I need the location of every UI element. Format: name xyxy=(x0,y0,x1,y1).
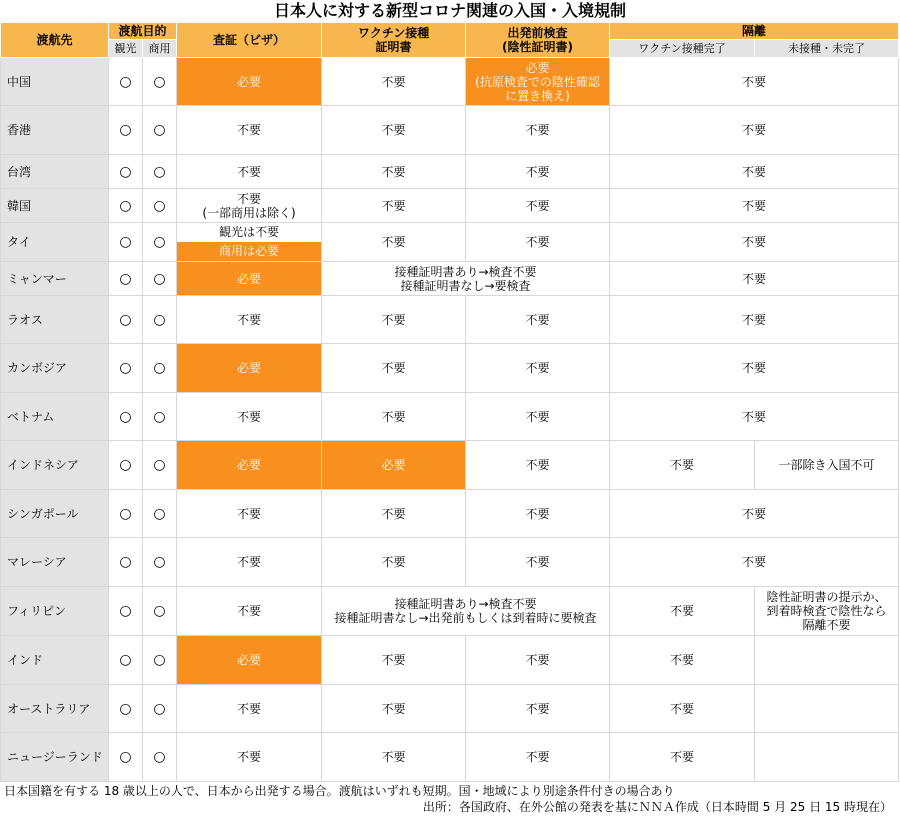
header-vaccine-cert: ワクチン接種 証明書 xyxy=(322,23,466,58)
tourism-mark: ○ xyxy=(109,538,143,587)
tourism-mark: ○ xyxy=(109,223,143,262)
visa-cell: 必要 xyxy=(177,441,322,490)
footer-note: 日本国籍を有する 18 歳以上の人で、日本から出発する場合。渡航はいずれも短期。国・地域により別途条件付きの場合あり xyxy=(4,784,675,798)
header-predeparture-test: 出発前検査 (陰性証明書) xyxy=(466,23,610,58)
predeparture-test-cell: 不要 xyxy=(466,393,610,441)
tourism-mark: ○ xyxy=(109,636,143,685)
quarantine-unvaccinated-cell xyxy=(755,733,899,782)
header-destination: 渡航先 xyxy=(1,23,109,58)
visa-cell: 不要 xyxy=(177,296,322,344)
business-mark: ○ xyxy=(143,733,177,782)
business-mark: ○ xyxy=(143,58,177,106)
table-row xyxy=(1,344,899,393)
vaccine-cert-cell: 不要 xyxy=(322,685,466,733)
tourism-mark: ○ xyxy=(109,189,143,223)
visa-cell: 必要 xyxy=(177,262,322,296)
quarantine-cell: 不要 xyxy=(610,155,899,189)
header-quarantine-unvaccinated: 未接種・未完了 xyxy=(755,40,899,58)
header-quarantine-vaccinated: ワクチン接種完了 xyxy=(610,40,755,58)
country-cell: フィリピン xyxy=(1,587,109,636)
predeparture-test-cell: 不要 xyxy=(466,636,610,685)
table-row xyxy=(1,393,899,441)
visa-tourism-text: 観光は不要 xyxy=(219,225,280,239)
table-row xyxy=(1,441,899,490)
predeparture-test-cell: 不要 xyxy=(466,106,610,155)
header-tourism: 観光 xyxy=(109,40,143,58)
quarantine-cell: 不要 xyxy=(610,296,899,344)
table-row xyxy=(1,538,899,587)
country-cell: 台湾 xyxy=(1,155,109,189)
business-mark: ○ xyxy=(143,106,177,155)
quarantine-vaccinated-cell: 不要 xyxy=(610,587,755,636)
country-cell: ラオス xyxy=(1,296,109,344)
visa-cell: 不要 xyxy=(177,393,322,441)
visa-cell: 不要 xyxy=(177,685,322,733)
visa-cell xyxy=(177,223,322,262)
quarantine-vaccinated-cell: 不要 xyxy=(610,636,755,685)
vaccine-cert-cell: 不要 xyxy=(322,344,466,393)
visa-cell: 不要 xyxy=(177,587,322,636)
predeparture-test-cell: 不要 xyxy=(466,223,610,262)
vaccine-cert-cell: 不要 xyxy=(322,636,466,685)
business-mark: ○ xyxy=(143,441,177,490)
business-mark: ○ xyxy=(143,636,177,685)
tourism-mark: ○ xyxy=(109,490,143,538)
quarantine-cell: 不要 xyxy=(610,490,899,538)
tourism-mark: ○ xyxy=(109,685,143,733)
quarantine-cell: 不要 xyxy=(610,189,899,223)
predeparture-test-cell: 不要 xyxy=(466,733,610,782)
country-cell: ニュージーランド xyxy=(1,733,109,782)
quarantine-unvaccinated-cell xyxy=(755,636,899,685)
table-row xyxy=(1,490,899,538)
tourism-mark: ○ xyxy=(109,733,143,782)
vaccine-cert-cell: 不要 xyxy=(322,393,466,441)
business-mark: ○ xyxy=(143,223,177,262)
predeparture-test-cell: 不要 xyxy=(466,344,610,393)
quarantine-cell: 不要 xyxy=(610,223,899,262)
business-mark: ○ xyxy=(143,189,177,223)
page-title: 日本人に対する新型コロナ関連の入国・入境規制 xyxy=(273,1,626,20)
predeparture-test-cell: 不要 xyxy=(466,441,610,490)
table-row xyxy=(1,733,899,782)
business-mark: ○ xyxy=(143,344,177,393)
table-row xyxy=(1,587,899,636)
country-cell: ベトナム xyxy=(1,393,109,441)
vaccine-cert-cell: 不要 xyxy=(322,106,466,155)
business-mark: ○ xyxy=(143,155,177,189)
quarantine-cell: 不要 xyxy=(610,344,899,393)
country-cell: 中国 xyxy=(1,58,109,106)
vaccine-cert-cell: 不要 xyxy=(322,733,466,782)
tourism-mark: ○ xyxy=(109,587,143,636)
country-cell: オーストラリア xyxy=(1,685,109,733)
table-row xyxy=(1,106,899,155)
predeparture-test-cell: 不要 xyxy=(466,155,610,189)
predeparture-test-cell: 不要 xyxy=(466,685,610,733)
country-cell: シンガポール xyxy=(1,490,109,538)
table-row xyxy=(1,189,899,223)
country-cell: マレーシア xyxy=(1,538,109,587)
quarantine-cell: 不要 xyxy=(610,538,899,587)
tourism-mark: ○ xyxy=(109,296,143,344)
table-row xyxy=(1,155,899,189)
business-mark: ○ xyxy=(143,587,177,636)
country-cell: インドネシア xyxy=(1,441,109,490)
header-visa: 査証（ビザ） xyxy=(177,23,322,58)
quarantine-vaccinated-cell: 不要 xyxy=(610,685,755,733)
visa-cell: 不要 xyxy=(177,490,322,538)
business-mark: ○ xyxy=(143,296,177,344)
tourism-mark: ○ xyxy=(109,106,143,155)
visa-cell: 必要 xyxy=(177,636,322,685)
visa-cell: 不要 (一部商用は除く) xyxy=(177,189,322,223)
header-business: 商用 xyxy=(143,40,177,58)
vaccine-cert-cell: 不要 xyxy=(322,58,466,106)
vaccine-cert-cell: 不要 xyxy=(322,296,466,344)
table-row xyxy=(1,685,899,733)
business-mark: ○ xyxy=(143,538,177,587)
tourism-mark: ○ xyxy=(109,58,143,106)
vaccine-test-cell: 接種証明書あり→検査不要 接種証明書なし→要検査 xyxy=(322,262,610,296)
business-mark: ○ xyxy=(143,490,177,538)
quarantine-vaccinated-cell: 不要 xyxy=(610,441,755,490)
vaccine-cert-cell: 不要 xyxy=(322,490,466,538)
vaccine-cert-cell: 不要 xyxy=(322,223,466,262)
visa-cell: 必要 xyxy=(177,344,322,393)
visa-business-text: 商用は必要 xyxy=(177,242,321,261)
quarantine-unvaccinated-cell: 一部除き入国不可 xyxy=(755,441,899,490)
restrictions-table xyxy=(0,22,899,782)
tourism-mark: ○ xyxy=(109,441,143,490)
table-row xyxy=(1,636,899,685)
business-mark: ○ xyxy=(143,262,177,296)
header-quarantine: 隔離 xyxy=(610,23,899,40)
business-mark: ○ xyxy=(143,393,177,441)
visa-cell: 必要 xyxy=(177,58,322,106)
country-cell: タイ xyxy=(1,223,109,262)
quarantine-cell: 不要 xyxy=(610,106,899,155)
quarantine-unvaccinated-cell xyxy=(755,685,899,733)
quarantine-cell: 不要 xyxy=(610,58,899,106)
predeparture-test-cell: 不要 xyxy=(466,538,610,587)
visa-cell: 不要 xyxy=(177,538,322,587)
country-cell: 韓国 xyxy=(1,189,109,223)
business-mark: ○ xyxy=(143,685,177,733)
visa-cell: 不要 xyxy=(177,106,322,155)
country-cell: ミャンマー xyxy=(1,262,109,296)
predeparture-test-cell: 不要 xyxy=(466,296,610,344)
table-row xyxy=(1,58,899,106)
quarantine-vaccinated-cell: 不要 xyxy=(610,733,755,782)
predeparture-test-cell: 必要 (抗原検査での陰性確認 に置き換え) xyxy=(466,58,610,106)
table-row xyxy=(1,262,899,296)
country-cell: 香港 xyxy=(1,106,109,155)
table-row xyxy=(1,223,899,262)
vaccine-cert-cell: 不要 xyxy=(322,538,466,587)
table-row xyxy=(1,296,899,344)
footer-source: 出所：各国政府、在外公館の発表を基にＮＮＡ作成（日本時間 5 月 25 日 15 時現在） xyxy=(422,800,892,814)
country-cell: インド xyxy=(1,636,109,685)
predeparture-test-cell: 不要 xyxy=(466,189,610,223)
vaccine-test-cell: 接種証明書あり→検査不要 接種証明書なし→出発前もしくは到着時に要検査 xyxy=(322,587,610,636)
tourism-mark: ○ xyxy=(109,262,143,296)
tourism-mark: ○ xyxy=(109,344,143,393)
header-purpose: 渡航目的 xyxy=(109,23,177,40)
tourism-mark: ○ xyxy=(109,155,143,189)
quarantine-unvaccinated-cell: 陰性証明書の提示か、 到着時検査で陰性なら 隔離不要 xyxy=(755,587,899,636)
vaccine-cert-cell: 不要 xyxy=(322,155,466,189)
tourism-mark: ○ xyxy=(109,393,143,441)
vaccine-cert-cell: 必要 xyxy=(322,441,466,490)
quarantine-cell: 不要 xyxy=(610,393,899,441)
visa-cell: 不要 xyxy=(177,155,322,189)
visa-cell: 不要 xyxy=(177,733,322,782)
vaccine-cert-cell: 不要 xyxy=(322,189,466,223)
predeparture-test-cell: 不要 xyxy=(466,490,610,538)
country-cell: カンボジア xyxy=(1,344,109,393)
quarantine-cell: 不要 xyxy=(610,262,899,296)
